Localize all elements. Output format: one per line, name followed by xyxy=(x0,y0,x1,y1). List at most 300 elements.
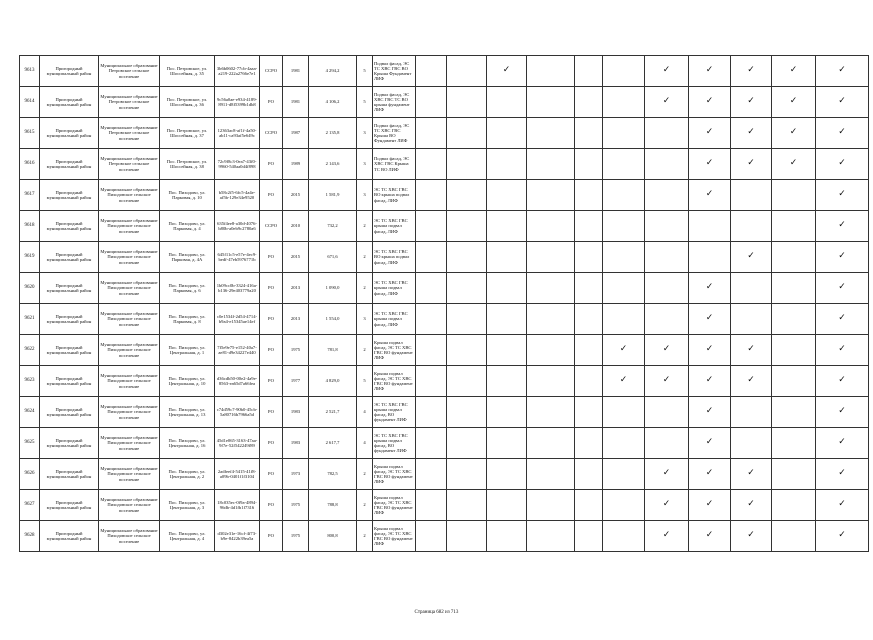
check-mark-icon: ✓ xyxy=(816,304,869,335)
empty-work-cell xyxy=(447,428,487,459)
row-id: 9620 xyxy=(20,273,40,304)
table-row xyxy=(20,273,869,304)
empty-work-cell xyxy=(527,242,575,273)
empty-work-cell xyxy=(603,180,645,211)
empty-work-cell xyxy=(527,56,575,87)
row-id: 9616 xyxy=(20,149,40,180)
row-id: 9614 xyxy=(20,87,40,118)
check-mark-icon: ✓ xyxy=(816,366,869,397)
row-id: 9623 xyxy=(20,366,40,397)
empty-work-cell xyxy=(603,459,645,490)
empty-work-cell xyxy=(575,428,603,459)
type-cell: РО xyxy=(260,397,283,428)
empty-work-cell xyxy=(447,118,487,149)
check-mark-icon: ✓ xyxy=(816,56,869,87)
works-cell: Крыша подвал фасад, ЭС ТС ХВС ГВС ВО фундамент ЛИФ xyxy=(373,459,416,490)
floors-cell: 3 xyxy=(357,118,373,149)
address-cell: Пос. Пиходово, ул. Центральная, д. 3 xyxy=(160,490,215,521)
check-mark-icon: ✓ xyxy=(816,242,869,273)
check-mark-icon: ✓ xyxy=(731,490,772,521)
floors-cell: 5 xyxy=(357,366,373,397)
table-row xyxy=(20,180,869,211)
empty-work-cell xyxy=(645,118,689,149)
empty-cell xyxy=(416,366,447,397)
empty-cell xyxy=(416,521,447,552)
floors-cell: 5 xyxy=(357,56,373,87)
check-mark-icon: ✓ xyxy=(816,118,869,149)
empty-work-cell xyxy=(603,521,645,552)
empty-work-cell xyxy=(527,211,575,242)
empty-work-cell xyxy=(447,490,487,521)
district-cell: Пригородный муниципальный район xyxy=(40,180,99,211)
table-row xyxy=(20,459,869,490)
empty-work-cell xyxy=(645,242,689,273)
year-cell: 1983 xyxy=(283,397,309,428)
municipality-cell: Муниципальное образование Пиходовское сельское поселение xyxy=(99,304,160,335)
check-mark-icon: ✓ xyxy=(603,366,645,397)
floors-cell: 2 xyxy=(357,335,373,366)
municipality-cell: Муниципальное образование Пиходовское сельское поселение xyxy=(99,397,160,428)
empty-work-cell xyxy=(447,459,487,490)
area-cell: 1 090,0 xyxy=(309,273,357,304)
district-cell: Пригородный муниципальный район xyxy=(40,366,99,397)
table-row xyxy=(20,335,869,366)
guid-cell: 7f5e9e75-e152-40a7-ae81-d9e34227e440 xyxy=(215,335,260,366)
check-mark-icon: ✓ xyxy=(816,428,869,459)
empty-work-cell xyxy=(689,211,731,242)
empty-work-cell xyxy=(731,180,772,211)
check-mark-icon: ✓ xyxy=(603,335,645,366)
address-cell: Пос. Петровское, ул. Шоссейная, д. 38 xyxy=(160,149,215,180)
guid-cell: 72c9f8c3-0ea7-43f0-9960-540aa0d4f898 xyxy=(215,149,260,180)
empty-work-cell xyxy=(731,211,772,242)
floors-cell: 3 xyxy=(357,149,373,180)
floors-cell: 2 xyxy=(357,273,373,304)
type-cell: РО xyxy=(260,242,283,273)
empty-work-cell xyxy=(772,521,816,552)
address-cell: Пос. Пиходово, ул. Парковая, д. 4А xyxy=(160,242,215,273)
address-cell: Пос. Пиходово, ул. Центральная, д. 4 xyxy=(160,521,215,552)
empty-work-cell xyxy=(603,397,645,428)
check-mark-icon: ✓ xyxy=(689,366,731,397)
municipality-cell: Муниципальное образование Петровское сельское поселение xyxy=(99,56,160,87)
check-mark-icon: ✓ xyxy=(816,211,869,242)
municipality-cell: Муниципальное образование Петровское сельское поселение xyxy=(99,149,160,180)
row-id: 9617 xyxy=(20,180,40,211)
empty-work-cell xyxy=(603,87,645,118)
type-cell: РО xyxy=(260,366,283,397)
empty-work-cell xyxy=(447,366,487,397)
floors-cell: 2 xyxy=(357,211,373,242)
check-mark-icon: ✓ xyxy=(731,366,772,397)
check-mark-icon: ✓ xyxy=(689,304,731,335)
empty-work-cell xyxy=(603,428,645,459)
empty-work-cell xyxy=(575,180,603,211)
works-cell: ЭС ТС ХВС ГВС крыша подвал фасад, ЛИФ xyxy=(373,304,416,335)
area-cell: 788,8 xyxy=(309,490,357,521)
empty-work-cell xyxy=(603,304,645,335)
empty-work-cell xyxy=(772,242,816,273)
type-cell: ССРО xyxy=(260,211,283,242)
row-id: 9619 xyxy=(20,242,40,273)
empty-cell xyxy=(416,149,447,180)
empty-work-cell xyxy=(772,273,816,304)
empty-work-cell xyxy=(487,242,527,273)
check-mark-icon: ✓ xyxy=(689,56,731,87)
table-row xyxy=(20,304,869,335)
area-cell: 1 554,0 xyxy=(309,304,357,335)
table-row xyxy=(20,490,869,521)
check-mark-icon: ✓ xyxy=(689,459,731,490)
empty-work-cell xyxy=(731,304,772,335)
address-cell: Пос. Пиходово, ул. Парковая, д. 6 xyxy=(160,273,215,304)
empty-work-cell xyxy=(645,304,689,335)
area-cell: 4 294,2 xyxy=(309,56,357,87)
empty-cell xyxy=(416,397,447,428)
table-row xyxy=(20,118,869,149)
empty-work-cell xyxy=(527,149,575,180)
floors-cell: 2 xyxy=(357,521,373,552)
empty-work-cell xyxy=(527,366,575,397)
row-id: 9624 xyxy=(20,397,40,428)
guid-cell: 12363ac8-af1f-4a50-ab11-ca93af5e649c xyxy=(215,118,260,149)
row-id: 9628 xyxy=(20,521,40,552)
check-mark-icon: ✓ xyxy=(645,56,689,87)
check-mark-icon: ✓ xyxy=(731,118,772,149)
check-mark-icon: ✓ xyxy=(689,428,731,459)
works-cell: ЭС ТС ХВС ГВС крыша подвал фасад, ВО фундамент ЛИФ xyxy=(373,397,416,428)
empty-work-cell xyxy=(603,118,645,149)
type-cell: ССРО xyxy=(260,118,283,149)
empty-work-cell xyxy=(527,459,575,490)
check-mark-icon: ✓ xyxy=(689,180,731,211)
check-mark-icon: ✓ xyxy=(731,335,772,366)
check-mark-icon: ✓ xyxy=(645,366,689,397)
empty-work-cell xyxy=(527,87,575,118)
empty-work-cell xyxy=(447,273,487,304)
empty-work-cell xyxy=(603,273,645,304)
guid-cell: d36cdb50-00e2-4a9e-8563-ea65d7a66fea xyxy=(215,366,260,397)
type-cell: РО xyxy=(260,428,283,459)
empty-work-cell xyxy=(487,366,527,397)
year-cell: 1987 xyxy=(283,118,309,149)
floors-cell: 4 xyxy=(357,428,373,459)
check-mark-icon: ✓ xyxy=(645,459,689,490)
empty-work-cell xyxy=(645,211,689,242)
works-cell: Крыша подвал фасад, ЭС ТС ХВС ГВС ВО фундамент ЛИФ xyxy=(373,490,416,521)
empty-work-cell xyxy=(772,304,816,335)
check-mark-icon: ✓ xyxy=(487,56,527,87)
check-mark-icon: ✓ xyxy=(816,180,869,211)
guid-cell: 2adfeef4-5415-41f8-a09b-0401f1f3104 xyxy=(215,459,260,490)
check-mark-icon: ✓ xyxy=(816,335,869,366)
empty-work-cell xyxy=(603,490,645,521)
municipality-cell: Муниципальное образование Пиходовское сельское поселение xyxy=(99,180,160,211)
empty-work-cell xyxy=(447,521,487,552)
empty-work-cell xyxy=(487,304,527,335)
empty-work-cell xyxy=(603,242,645,273)
row-id: 9626 xyxy=(20,459,40,490)
empty-work-cell xyxy=(447,397,487,428)
table-row xyxy=(20,87,869,118)
type-cell: РО xyxy=(260,490,283,521)
empty-work-cell xyxy=(772,490,816,521)
works-cell: ЭС ТС ХВС ГВС крыша подвал фасад, ЛИФ xyxy=(373,273,416,304)
empty-cell xyxy=(416,211,447,242)
check-mark-icon: ✓ xyxy=(689,335,731,366)
empty-cell xyxy=(416,118,447,149)
year-cell: 2013 xyxy=(283,273,309,304)
empty-cell xyxy=(416,87,447,118)
row-id: 9621 xyxy=(20,304,40,335)
empty-work-cell xyxy=(772,335,816,366)
table-row xyxy=(20,397,869,428)
empty-work-cell xyxy=(645,180,689,211)
area-cell: 800,8 xyxy=(309,521,357,552)
district-cell: Пригородный муниципальный район xyxy=(40,211,99,242)
floors-cell: 3 xyxy=(357,304,373,335)
municipality-cell: Муниципальное образование Пиходовское сельское поселение xyxy=(99,521,160,552)
empty-work-cell xyxy=(447,56,487,87)
housing-register-table xyxy=(19,55,869,552)
empty-work-cell xyxy=(772,180,816,211)
empty-work-cell xyxy=(731,397,772,428)
empty-work-cell xyxy=(772,211,816,242)
municipality-cell: Муниципальное образование Пиходовское сельское поселение xyxy=(99,490,160,521)
empty-work-cell xyxy=(447,149,487,180)
guid-cell: 18c035ec-0f9a-4894-96db-4d1fb1f7316 xyxy=(215,490,260,521)
row-id: 9625 xyxy=(20,428,40,459)
table-row xyxy=(20,56,869,87)
year-cell: 1981 xyxy=(283,87,309,118)
empty-work-cell xyxy=(487,397,527,428)
check-mark-icon: ✓ xyxy=(689,149,731,180)
table-row xyxy=(20,428,869,459)
empty-cell xyxy=(416,428,447,459)
check-mark-icon: ✓ xyxy=(772,87,816,118)
district-cell: Пригородный муниципальный район xyxy=(40,242,99,273)
works-cell: Подвал фасад, ЭС ТС ХВС ГВС ВО Крыша Фундамент ЛИФ xyxy=(373,56,416,87)
empty-work-cell xyxy=(575,490,603,521)
empty-work-cell xyxy=(575,87,603,118)
empty-work-cell xyxy=(487,118,527,149)
empty-cell xyxy=(416,459,447,490)
address-cell: Пос. Пиходово, ул. Центральная, д. 16 xyxy=(160,428,215,459)
empty-work-cell xyxy=(772,366,816,397)
works-cell: Крыша подвал фасад, ЭС ТС ХВС ГВС ВО фундамент ЛИФ xyxy=(373,335,416,366)
check-mark-icon: ✓ xyxy=(816,459,869,490)
empty-work-cell xyxy=(527,273,575,304)
municipality-cell: Муниципальное образование Пиходовское сельское поселение xyxy=(99,366,160,397)
check-mark-icon: ✓ xyxy=(816,87,869,118)
empty-work-cell xyxy=(487,211,527,242)
works-cell: ЭС ТС ХВС ГВС крыша подвал фасад, ЛИФ xyxy=(373,211,416,242)
check-mark-icon: ✓ xyxy=(772,149,816,180)
check-mark-icon: ✓ xyxy=(731,149,772,180)
table-row xyxy=(20,211,869,242)
guid-cell: c74d59c7-90b0-45cb-5a80716b7966a5d xyxy=(215,397,260,428)
row-id: 9618 xyxy=(20,211,40,242)
empty-work-cell xyxy=(731,428,772,459)
district-cell: Пригородный муниципальный район xyxy=(40,490,99,521)
empty-cell xyxy=(416,304,447,335)
year-cell: 1983 xyxy=(283,428,309,459)
empty-work-cell xyxy=(527,118,575,149)
empty-work-cell xyxy=(487,428,527,459)
empty-work-cell xyxy=(645,149,689,180)
guid-cell: c0e1534f-2d54-4714-b9a4-e15345ae14ef xyxy=(215,304,260,335)
floors-cell: 2 xyxy=(357,459,373,490)
address-cell: Пос. Пиходово, ул. Центральная, д. 1 xyxy=(160,335,215,366)
guid-cell: 45d1e065-3163-47aa-9f7e-52f542249f89 xyxy=(215,428,260,459)
check-mark-icon: ✓ xyxy=(689,490,731,521)
empty-cell xyxy=(416,56,447,87)
works-cell: Подвал фасад, ЭС ХВС ГВС Крыша ТС ВО ЛИФ xyxy=(373,149,416,180)
check-mark-icon: ✓ xyxy=(816,490,869,521)
year-cell: 1975 xyxy=(283,521,309,552)
table-row xyxy=(20,366,869,397)
floors-cell: 4 xyxy=(357,397,373,428)
empty-work-cell xyxy=(527,180,575,211)
district-cell: Пригородный муниципальный район xyxy=(40,118,99,149)
municipality-cell: Муниципальное образование Пиходовское сельское поселение xyxy=(99,335,160,366)
check-mark-icon: ✓ xyxy=(731,242,772,273)
floors-cell: 2 xyxy=(357,242,373,273)
check-mark-icon: ✓ xyxy=(816,149,869,180)
type-cell: РО xyxy=(260,87,283,118)
empty-work-cell xyxy=(603,149,645,180)
empty-work-cell xyxy=(447,87,487,118)
year-cell: 1989 xyxy=(283,149,309,180)
type-cell: РО xyxy=(260,149,283,180)
year-cell: 1981 xyxy=(283,56,309,87)
district-cell: Пригородный муниципальный район xyxy=(40,521,99,552)
address-cell: Пос. Петровское, ул. Шоссейная, д. 37 xyxy=(160,118,215,149)
district-cell: Пригородный муниципальный район xyxy=(40,397,99,428)
address-cell: Пос. Пиходово, ул. Центральная, д. 2 xyxy=(160,459,215,490)
empty-work-cell xyxy=(447,180,487,211)
empty-cell xyxy=(416,335,447,366)
municipality-cell: Муниципальное образование Петровское сельское поселение xyxy=(99,87,160,118)
guid-cell: 3b6b0602-77cb-4aaa-a219-222a2766e7e1 xyxy=(215,56,260,87)
check-mark-icon: ✓ xyxy=(816,521,869,552)
type-cell: РО xyxy=(260,273,283,304)
municipality-cell: Муниципальное образование Пиходовское сельское поселение xyxy=(99,211,160,242)
empty-cell xyxy=(416,490,447,521)
area-cell: 782,5 xyxy=(309,459,357,490)
address-cell: Пос. Петровское, ул. Шоссейная, д. 36 xyxy=(160,87,215,118)
type-cell: ССРО xyxy=(260,56,283,87)
empty-work-cell xyxy=(575,273,603,304)
empty-work-cell xyxy=(487,149,527,180)
check-mark-icon: ✓ xyxy=(772,118,816,149)
empty-work-cell xyxy=(772,397,816,428)
empty-work-cell xyxy=(772,428,816,459)
address-cell: Пос. Петровское, ул. Шоссейная, д. 35 xyxy=(160,56,215,87)
check-mark-icon: ✓ xyxy=(689,87,731,118)
empty-work-cell xyxy=(575,366,603,397)
empty-work-cell xyxy=(447,211,487,242)
empty-work-cell xyxy=(527,521,575,552)
guid-cell: 635f4ee8-a30d-4076-b80b-a0eb9c2780a6 xyxy=(215,211,260,242)
empty-cell xyxy=(416,180,447,211)
empty-work-cell xyxy=(575,397,603,428)
row-id: 9615 xyxy=(20,118,40,149)
check-mark-icon: ✓ xyxy=(689,118,731,149)
empty-work-cell xyxy=(487,459,527,490)
area-cell: 2 521,7 xyxy=(309,397,357,428)
municipality-cell: Муниципальное образование Пиходовское сельское поселение xyxy=(99,273,160,304)
empty-cell xyxy=(416,242,447,273)
empty-work-cell xyxy=(575,521,603,552)
empty-work-cell xyxy=(527,490,575,521)
floors-cell: 3 xyxy=(357,180,373,211)
district-cell: Пригородный муниципальный район xyxy=(40,459,99,490)
table-row xyxy=(20,521,869,552)
empty-work-cell xyxy=(731,273,772,304)
empty-work-cell xyxy=(575,304,603,335)
address-cell: Пос. Пиходово, ул. Центральная, д. 10 xyxy=(160,366,215,397)
area-cell: 2 135,8 xyxy=(309,118,357,149)
check-mark-icon: ✓ xyxy=(731,459,772,490)
guid-cell: b58c2f5-6fc5-4a4e-af5b-129e34e9520 xyxy=(215,180,260,211)
check-mark-icon: ✓ xyxy=(772,56,816,87)
works-cell: ЭС ТС ХВС ГВС ВО крыша подвал фасад, ЛИФ xyxy=(373,242,416,273)
empty-work-cell xyxy=(447,335,487,366)
empty-work-cell xyxy=(689,242,731,273)
address-cell: Пос. Пиходово, ул. Центральная, д. 13 xyxy=(160,397,215,428)
district-cell: Пригородный муниципальный район xyxy=(40,56,99,87)
floors-cell: 2 xyxy=(357,490,373,521)
year-cell: 1975 xyxy=(283,490,309,521)
district-cell: Пригородный муниципальный район xyxy=(40,149,99,180)
municipality-cell: Муниципальное образование Пиходовское сельское поселение xyxy=(99,428,160,459)
empty-work-cell xyxy=(487,273,527,304)
check-mark-icon: ✓ xyxy=(816,273,869,304)
empty-work-cell xyxy=(487,521,527,552)
check-mark-icon: ✓ xyxy=(689,397,731,428)
area-cell: 2 143,6 xyxy=(309,149,357,180)
check-mark-icon: ✓ xyxy=(645,87,689,118)
district-cell: Пригородный муниципальный район xyxy=(40,335,99,366)
empty-cell xyxy=(416,273,447,304)
works-cell: Крыша подвал фасад, ЭС ТС ХВС ГВС ВО фундамент ЛИФ xyxy=(373,521,416,552)
empty-work-cell xyxy=(487,180,527,211)
empty-work-cell xyxy=(527,428,575,459)
address-cell: Пос. Пиходово, ул. Парковая, д. 10 xyxy=(160,180,215,211)
table-row xyxy=(20,149,869,180)
empty-work-cell xyxy=(645,397,689,428)
year-cell: 2015 xyxy=(283,242,309,273)
table-row xyxy=(20,242,869,273)
page-footer: Страница 682 из 713 xyxy=(414,610,459,615)
guid-cell: d302e31e-16cf-4f73-b9e-8422b39ea5a xyxy=(215,521,260,552)
guid-cell: 645f11c5-e57e-4ec9-bedf-47eb5976771b xyxy=(215,242,260,273)
district-cell: Пригородный муниципальный район xyxy=(40,428,99,459)
empty-work-cell xyxy=(447,304,487,335)
row-id: 9622 xyxy=(20,335,40,366)
empty-work-cell xyxy=(575,459,603,490)
row-id: 9627 xyxy=(20,490,40,521)
area-cell: 781,8 xyxy=(309,335,357,366)
row-id: 9613 xyxy=(20,56,40,87)
area-cell: 671,6 xyxy=(309,242,357,273)
check-mark-icon: ✓ xyxy=(645,521,689,552)
check-mark-icon: ✓ xyxy=(645,335,689,366)
district-cell: Пригородный муниципальный район xyxy=(40,304,99,335)
check-mark-icon: ✓ xyxy=(731,87,772,118)
district-cell: Пригородный муниципальный район xyxy=(40,273,99,304)
